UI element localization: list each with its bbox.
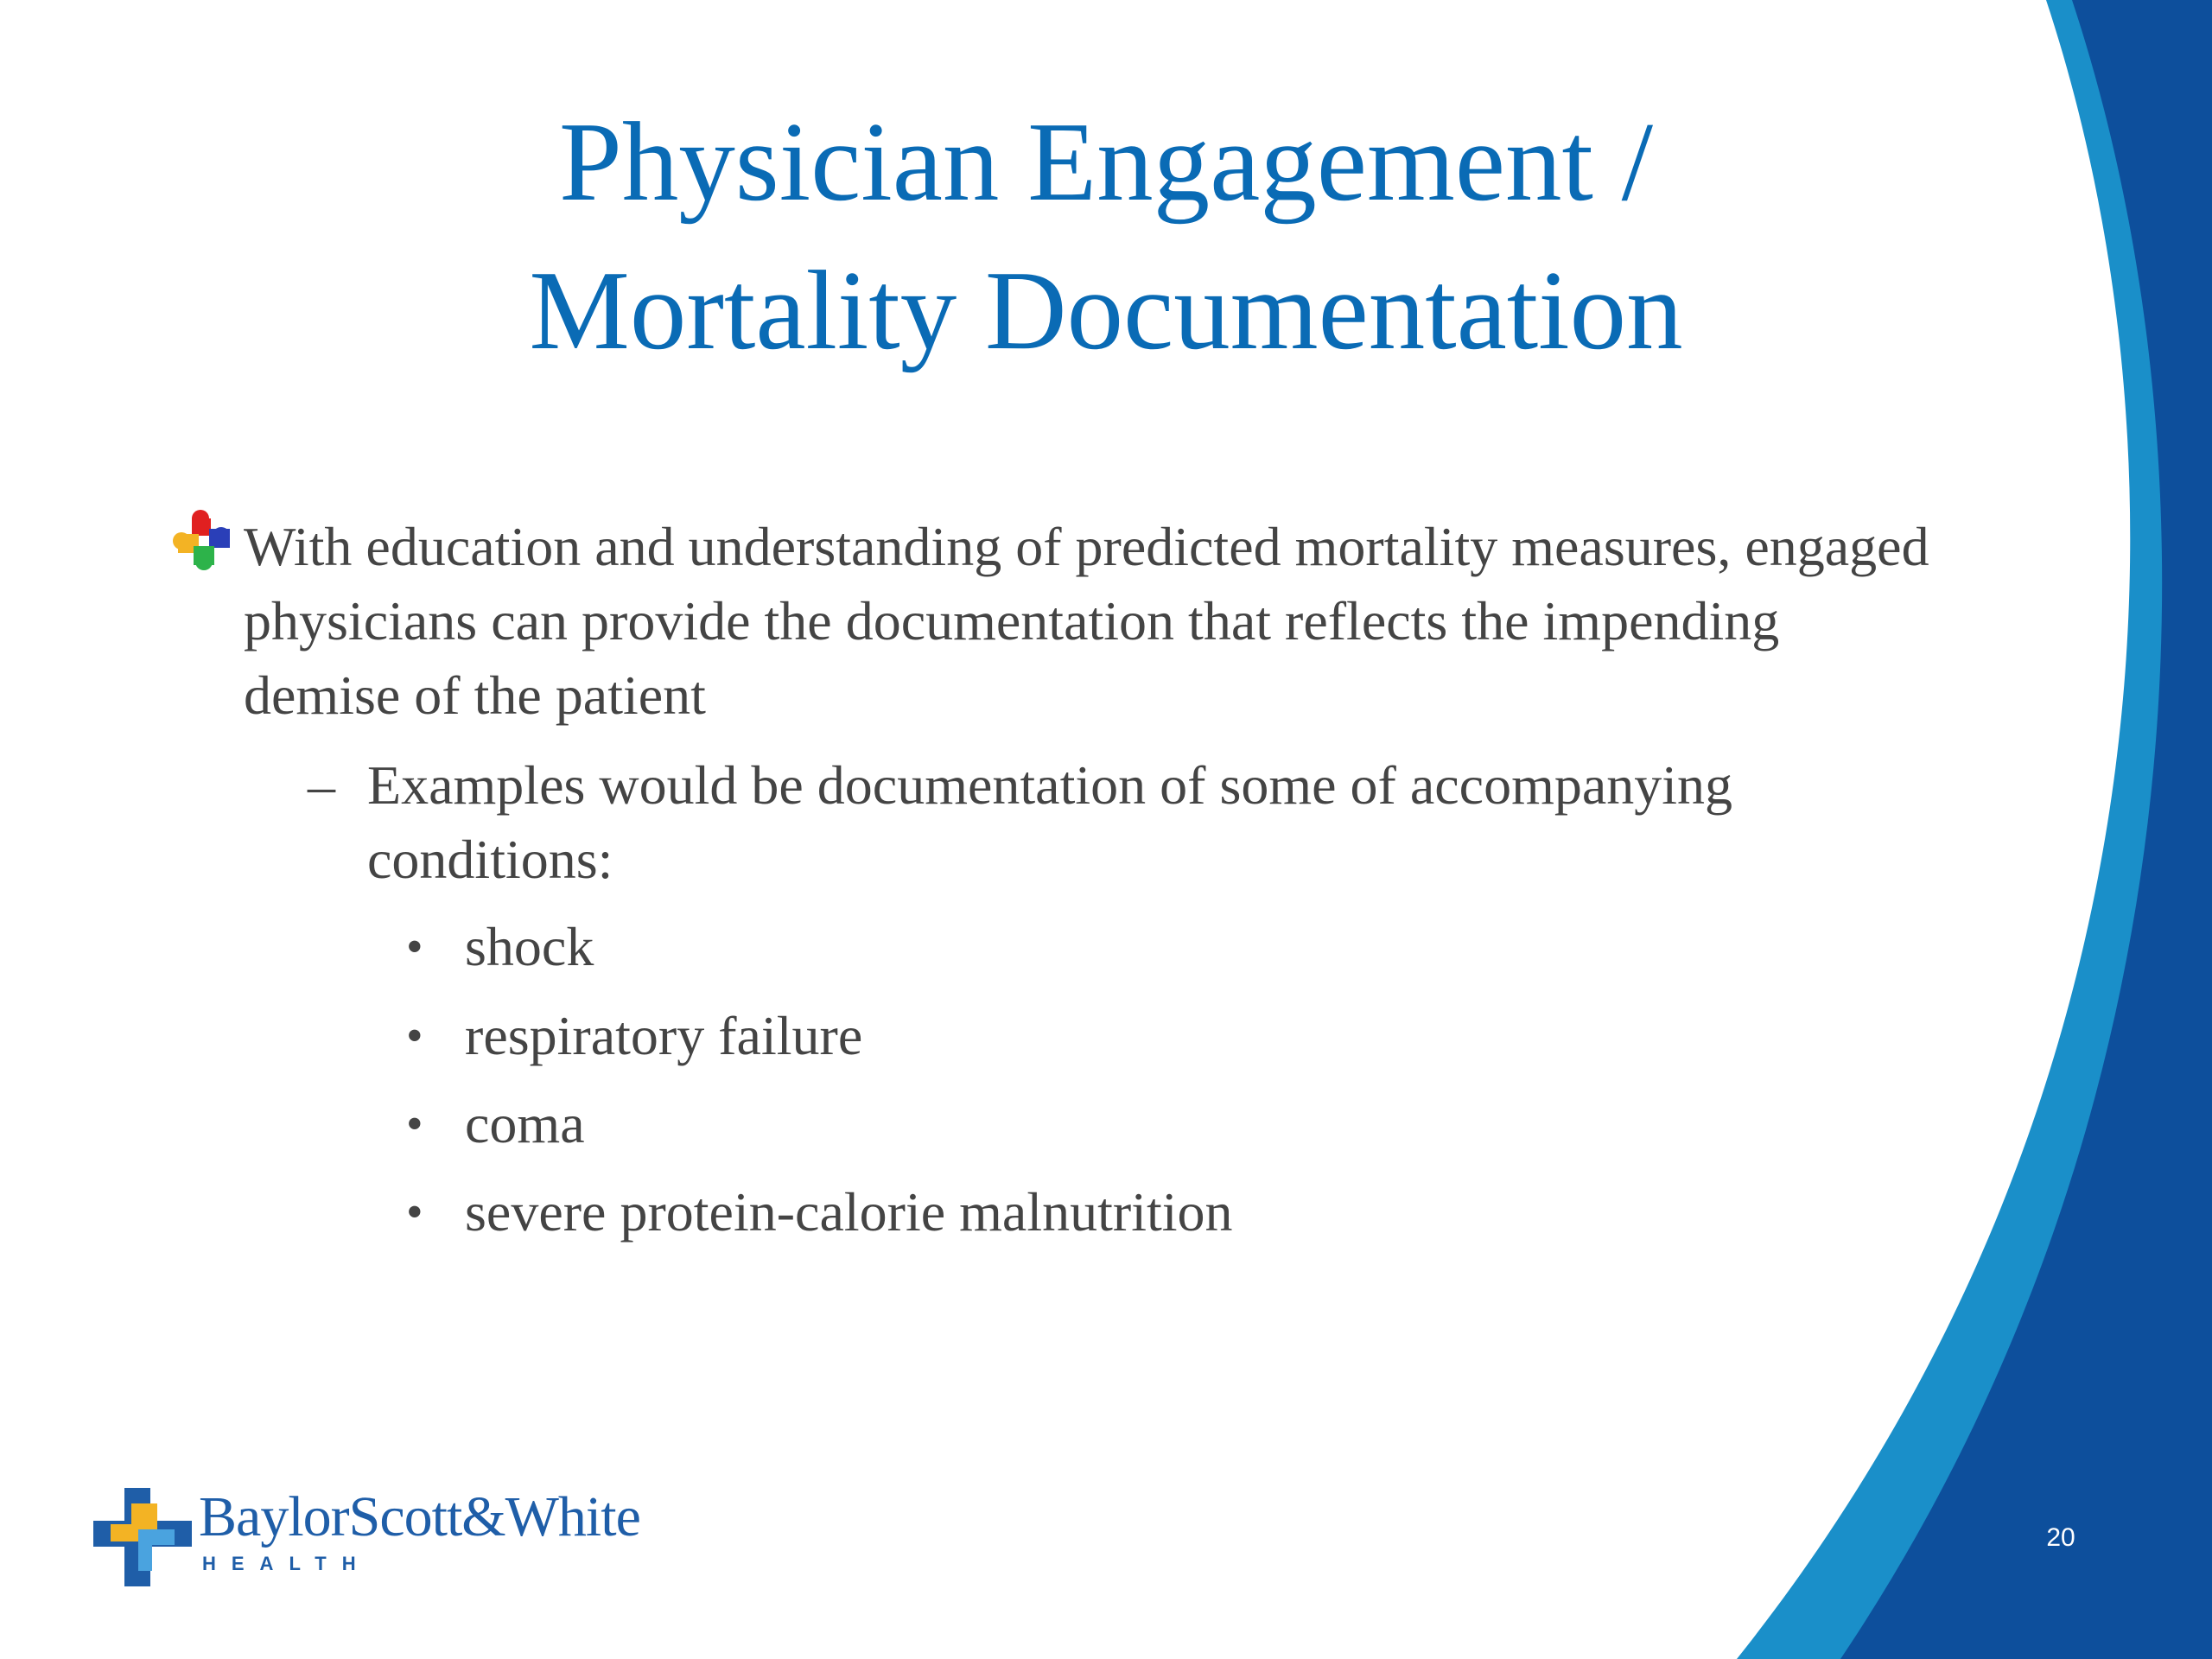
condition-item-respiratory-failure: respiratory failure	[465, 1005, 863, 1066]
page-number: 20	[2046, 1523, 2075, 1552]
cross-logo-icon	[93, 1488, 192, 1586]
condition-item-shock: shock	[465, 916, 594, 977]
puzzle-pieces-icon	[169, 506, 240, 574]
sub-bullet-text: Examples would be documentation of some of accompanying conditions:	[367, 754, 1733, 890]
condition-bullet-dot: •	[406, 1185, 423, 1239]
main-bullet-text: With education and understanding of predicted mortality measures, engaged physicians can provide the documentation that reflects the impending demise of the patient	[244, 516, 1929, 726]
condition-item-coma: coma	[465, 1093, 585, 1154]
slide-title-line-1: Physician Engagement /	[558, 99, 1654, 225]
logo-wordmark: BaylorScott&White	[199, 1485, 640, 1548]
condition-bullet-dot: •	[406, 920, 423, 974]
logo-subtitle: HEALTH	[202, 1553, 372, 1574]
condition-item-malnutrition: severe protein-calorie malnutrition	[465, 1181, 1233, 1243]
condition-bullet-dot: •	[406, 1097, 423, 1151]
condition-bullet-dot: •	[406, 1009, 423, 1063]
sub-bullet-dash: –	[308, 754, 335, 816]
slide-title-line-2: Mortality Documentation	[529, 248, 1683, 373]
